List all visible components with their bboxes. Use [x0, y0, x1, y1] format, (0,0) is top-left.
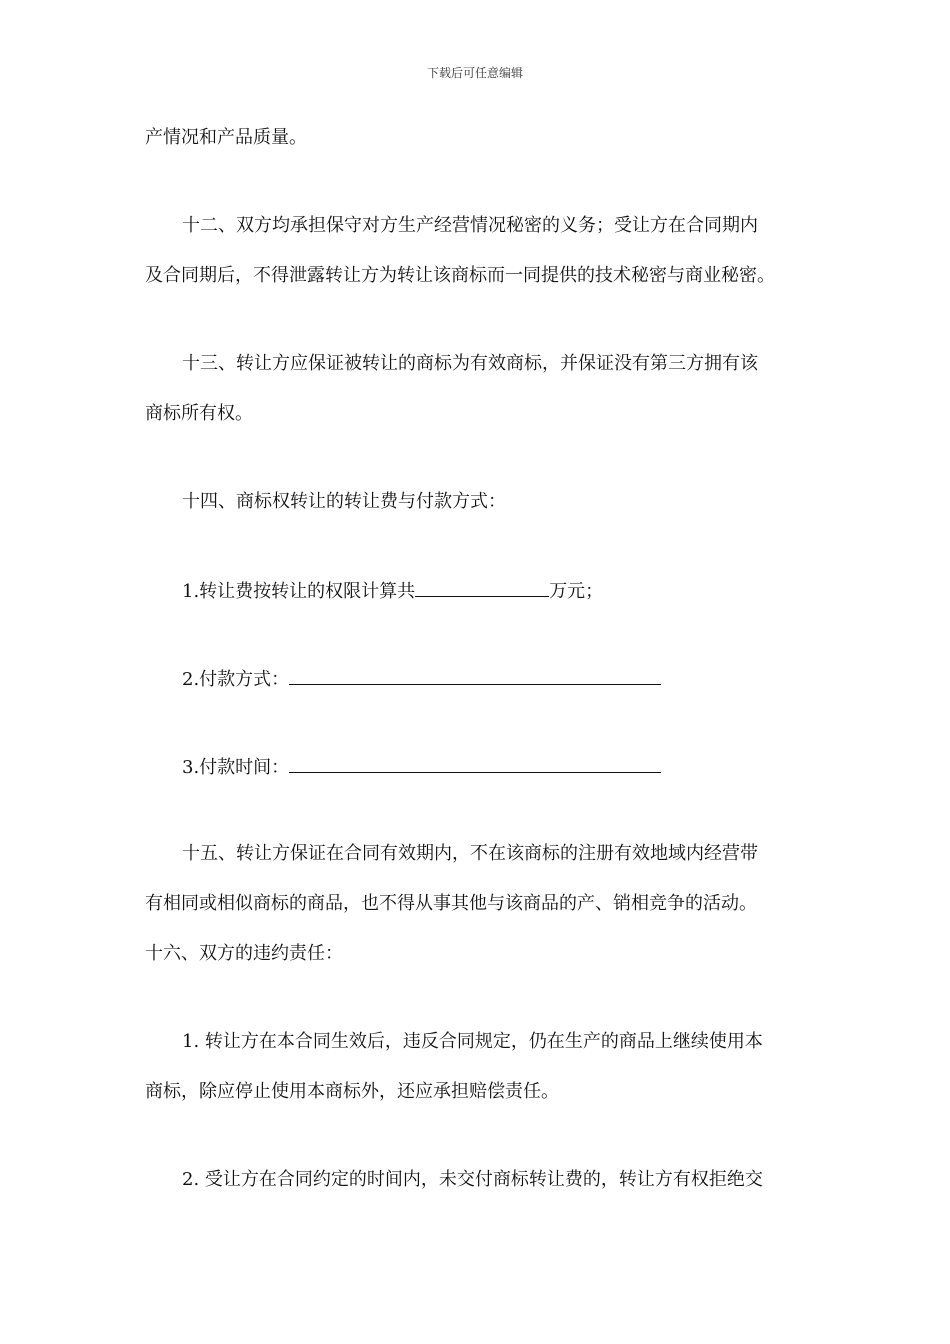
fee-amount-blank	[415, 578, 549, 597]
clause-16-item-1-line-1: 1. 转让方在本合同生效后，违反合同规定，仍在生产的商品上继续使用本	[182, 1031, 763, 1052]
clause-16-heading: 十六、双方的违约责任：	[145, 943, 343, 964]
clause-16-item-2-line-1: 2. 受让方在合同约定的时间内，未交付商标转让费的，转让方有权拒绝交	[182, 1169, 763, 1190]
payment-method-line	[182, 666, 862, 692]
payment-method-blank	[289, 666, 661, 685]
clause-16-item-1-line-2: 商标，除应停止使用本商标外，还应承担赔偿责任。	[145, 1081, 559, 1102]
fee-line	[182, 578, 862, 604]
clause-13-line-2: 商标所有权。	[145, 403, 253, 424]
payment-time-label: 3.付款时间：	[182, 757, 290, 778]
clause-15-line-2: 有相同或相似商标的商品，也不得从事其他与该商品的产、销相竞争的活动。	[145, 893, 757, 914]
payment-time-line	[182, 754, 862, 780]
payment-time-blank	[289, 754, 661, 773]
page-header: 下载后可任意编辑	[426, 66, 523, 80]
clause-13-line-1: 十三、转让方应保证被转让的商标为有效商标，并保证没有第三方拥有该	[182, 353, 758, 374]
clause-15-line-1: 十五、转让方保证在合同有效期内，不在该商标的注册有效地域内经营带	[182, 843, 758, 864]
paragraph-line: 产情况和产品质量。	[145, 127, 307, 148]
fee-prefix: 1.转让费按转让的权限计算共	[182, 581, 416, 602]
payment-method-label: 2.付款方式：	[182, 669, 290, 690]
fee-suffix: 万元；	[549, 581, 604, 602]
clause-14-heading: 十四、商标权转让的转让费与付款方式：	[182, 491, 506, 512]
clause-12-line-2: 及合同期后，不得泄露转让方为转让该商标而一同提供的技术秘密与商业秘密。	[145, 265, 775, 286]
clause-12-line-1: 十二、双方均承担保守对方生产经营情况秘密的义务；受让方在合同期内	[182, 215, 758, 236]
